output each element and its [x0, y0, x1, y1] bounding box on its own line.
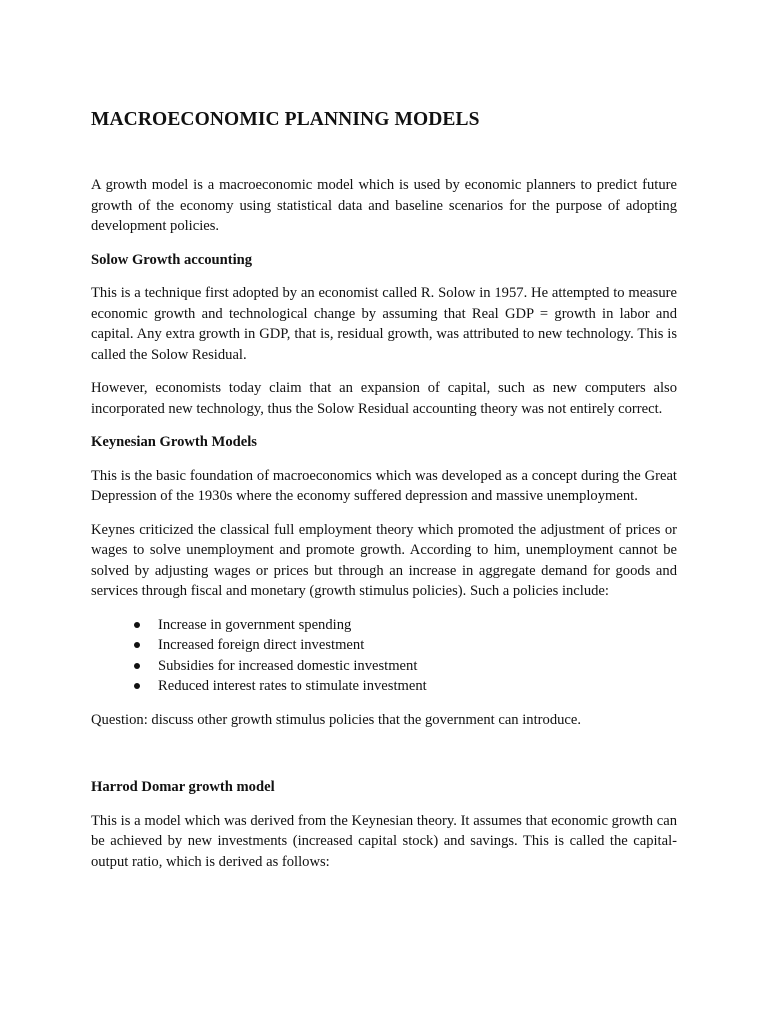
section-heading-keynesian: Keynesian Growth Models [91, 434, 257, 450]
bullet-icon [134, 663, 140, 669]
solow-paragraph-1: This is a technique first adopted by an economist called R. Solow in 1957. He attempted to measure economic growth and technological change by assuming that Real GDP = growth in labor and capital. Any extra growth in GDP, that is, residual growth, was attributed to new technology. This is called the Solow Residual. [91, 285, 677, 363]
list-item [91, 676, 677, 697]
section-heading-harrod-domar: Harrod Domar growth model [91, 779, 275, 795]
question-paragraph: Question: discuss other growth stimulus policies that the government can introduce. [91, 711, 582, 728]
keynesian-paragraph-1: This is the basic foundation of macroeconomics which was developed as a concept during the Great Depression of the 1930s where the economy suffered depression and massive unemployment. [91, 467, 677, 504]
keynesian-paragraph-2: Keynes criticized the classical full employment theory which promoted the adjustment of prices or wages to solve unemployment and promote growth. According to him, unemployment cannot be solved by adjusting wages or prices but through an increase in aggregate demand for goods and services through fiscal and monetary (growth stimulus policies). Such a policies include: [91, 521, 677, 599]
list-item [91, 635, 677, 656]
intro-paragraph: A growth model is a macroeconomic model which is used by economic planners to predict future growth of the economy using statistical data and baseline scenarios for the purpose of adopting development policies. [91, 177, 677, 234]
blank-line-spacer [91, 743, 677, 777]
bullet-icon [134, 642, 140, 648]
solow-paragraph-2: However, economists today claim that an expansion of capital, such as new computers also incorporated new technology, thus the Solow Residual accounting theory was not entirely correct. [91, 380, 677, 417]
harrod-paragraph-1: This is a model which was derived from the Keynesian theory. It assumes that economic growth can be achieved by new investments (increased capital stock) and savings. This is called the capital-output ratio, which is derived as follows: [91, 812, 677, 870]
list-item-text: Subsidies for increased domestic investment [158, 657, 418, 674]
list-item-text: Increase in government spending [158, 616, 352, 633]
list-item [91, 615, 677, 636]
bullet-icon [134, 683, 140, 689]
page-title: MACROECONOMIC PLANNING MODELS [91, 109, 480, 130]
section-heading-solow: Solow Growth accounting [91, 251, 253, 268]
list-item [91, 656, 677, 677]
list-item-text: Reduced interest rates to stimulate investment [158, 678, 427, 694]
list-item-text: Increased foreign direct investment [158, 637, 365, 653]
bullet-icon [134, 622, 140, 628]
document-body [91, 175, 677, 885]
policy-bullet-list [91, 615, 677, 697]
